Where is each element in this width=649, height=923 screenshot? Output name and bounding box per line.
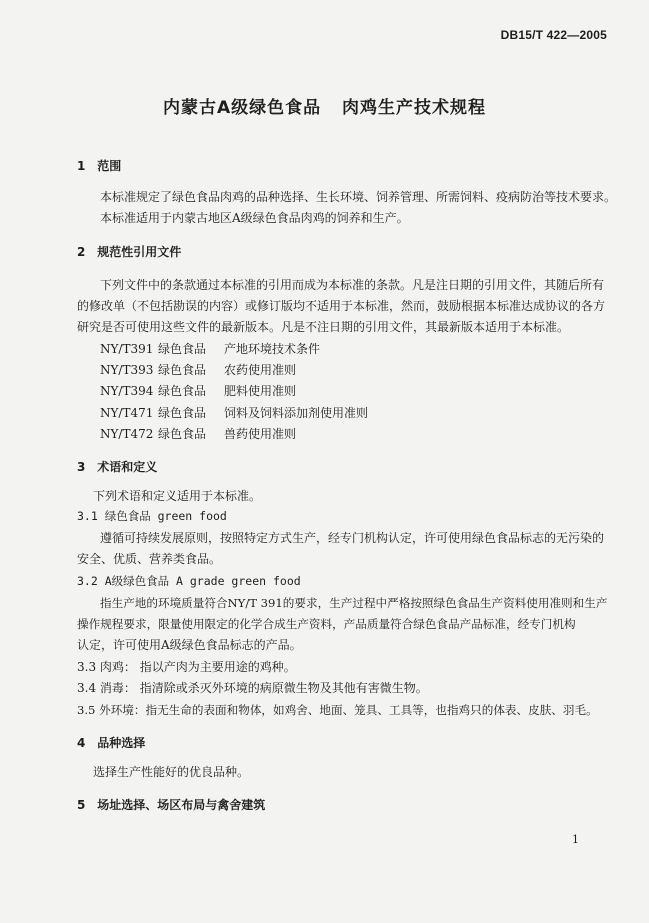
document-title: 内蒙古A级绿色食品 肉鸡生产技术规程 (162, 98, 487, 118)
section-number: 2 (77, 245, 86, 259)
paragraph-line: 安全、优质、营养类食品。 (77, 552, 222, 566)
term-definition: 3.3 肉鸡： 指以产肉为主要用途的鸡种。 (77, 660, 296, 674)
paragraph-line: 认定，许可使用A级绿色食品标志的产品。 (77, 638, 302, 652)
reference-item (100, 362, 296, 378)
term-definition: 3.5 外环境：指无生命的表面和物体，如鸡舍、地面、笼具、工具等，也指鸡只的体表、皮肤、羽毛。 (77, 703, 598, 717)
page-number: 1 (572, 833, 579, 846)
standard-code: DB15/T 422—2005 (500, 28, 607, 42)
reference-title: 产地环境技术条件 (224, 342, 321, 356)
section-title: 规范性引用文件 (97, 245, 182, 259)
paragraph: 选择生产性能好的优良品种。 (93, 765, 250, 779)
section-number: 4 (77, 736, 86, 750)
section-heading-breed-selection (77, 734, 145, 751)
paragraph-line: 下列文件中的条款通过本标准的引用而成为本标准的条款。凡是注日期的引用文件，其随后所有 (100, 278, 605, 292)
term-label: 3.1 绿色食品 green food (77, 509, 227, 523)
paragraph-line: 研究是否可使用这些文件的最新版本。凡是不注日期的引用文件，其最新版本适用于本标准。 (77, 320, 570, 334)
section-number: 5 (77, 798, 86, 812)
reference-code: NY/T391 (100, 342, 154, 356)
reference-item (100, 405, 368, 421)
section-heading-terms-definitions (77, 458, 157, 475)
section-title: 品种选择 (97, 736, 146, 750)
reference-category: 绿色食品 (158, 342, 207, 356)
paragraph: 下列术语和定义适用于本标准。 (93, 489, 262, 503)
reference-item (100, 383, 296, 399)
paragraph-line: 的修改单（不包括勘误的内容）或修订版均不适用于本标准，然而，鼓励根据本标准达成协议的各方 (77, 299, 606, 313)
reference-code: NY/T393 (100, 363, 154, 377)
reference-code: NY/T471 (100, 406, 154, 420)
section-title: 术语和定义 (97, 460, 158, 474)
section-title: 场址选择、场区布局与禽舍建筑 (97, 798, 266, 812)
section-heading-scope (77, 157, 121, 174)
section-heading-normative-references (77, 243, 181, 260)
section-number: 1 (77, 159, 86, 173)
reference-category: 绿色食品 (158, 384, 207, 398)
paragraph: 本标准规定了绿色食品肉鸡的品种选择、生长环境、饲养管理、所需饲料、疫病防治等技术要求。 (100, 190, 617, 204)
reference-title: 兽药使用准则 (224, 427, 297, 441)
section-number: 3 (77, 460, 86, 474)
section-title: 范围 (97, 159, 122, 173)
reference-title: 肥料使用准则 (224, 384, 297, 398)
paragraph-line: 指生产地的环境质量符合NY/T 391的要求，生产过程中严格按照绿色食品生产资料使用准则和生产 (100, 596, 608, 610)
reference-category: 绿色食品 (158, 427, 207, 441)
reference-item (100, 341, 320, 357)
paragraph: 本标准适用于内蒙古地区A级绿色食品肉鸡的饲养和生产。 (100, 211, 409, 225)
reference-code: NY/T394 (100, 384, 154, 398)
term-label: 3.2 A级绿色食品 A grade green food (77, 574, 301, 588)
reference-code: NY/T472 (100, 427, 154, 441)
term-definition: 3.4 消毒： 指清除或杀灭外环境的病原微生物及其他有害微生物。 (77, 681, 428, 695)
reference-title: 饲料及饲料添加剂使用准则 (224, 406, 369, 420)
section-heading-site-selection (77, 796, 265, 813)
reference-item (100, 426, 296, 442)
paragraph-line: 遵循可持续发展原则，按照特定方式生产，经专门机构认定，许可使用绿色食品标志的无污染的 (100, 531, 605, 545)
paragraph-line: 操作规程要求，限量使用限定的化学合成生产资料，产品质量符合绿色食品产品标准，经专门机构 (77, 617, 576, 631)
reference-category: 绿色食品 (158, 363, 207, 377)
reference-category: 绿色食品 (158, 406, 207, 420)
reference-title: 农药使用准则 (224, 363, 297, 377)
